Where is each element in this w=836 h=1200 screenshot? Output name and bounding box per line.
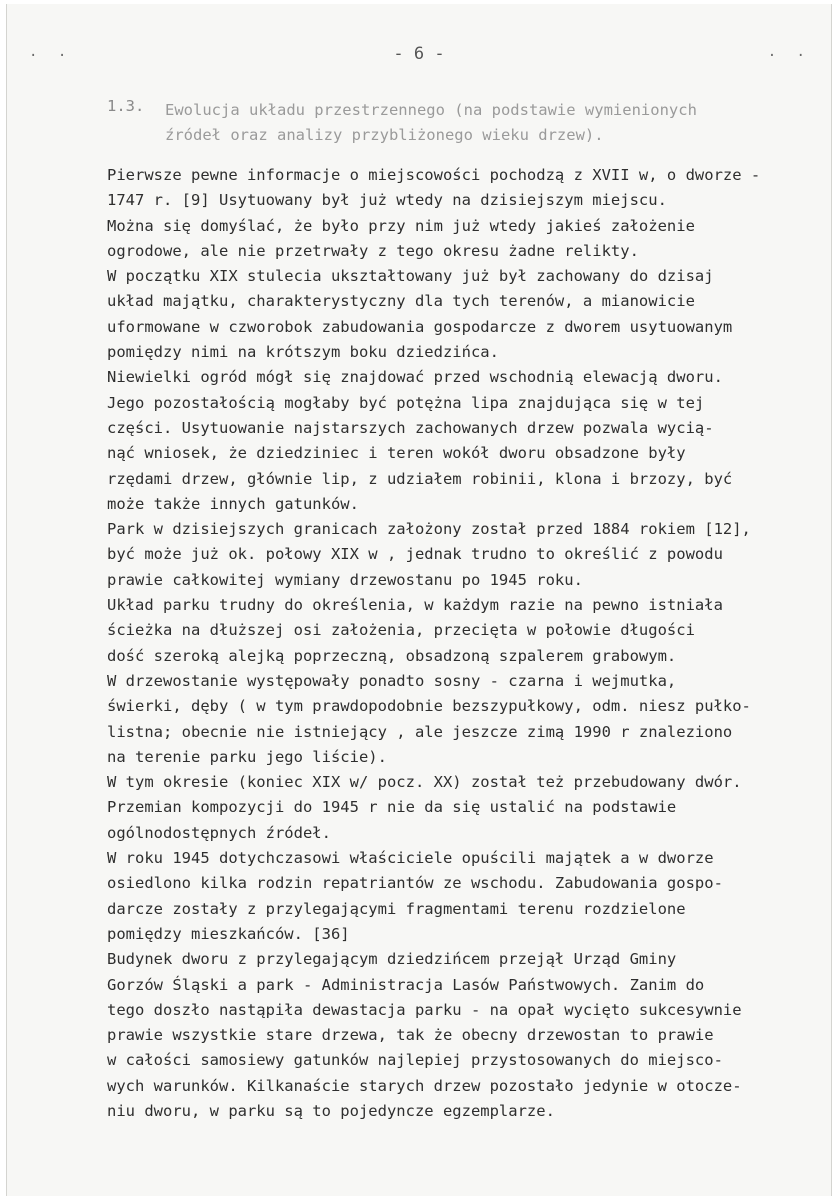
body-line: świerki, dęby ( w tym prawdopodobnie bezszypułkowy, odm. niesz pułko- [107,697,751,716]
body-line: listna; obecnie nie istniejący , ale jeszcze zimą 1990 r znaleziono [107,722,733,741]
body-line: ogólnodostępnych źródeł. [107,823,331,842]
body-line: rzędami drzew, głównie lip, z udziałem robinii, klona i brzozy, być [107,469,733,488]
body-line: osiedlono kilka rodzin repatriantów ze wschodu. Zabudowania gospo- [107,874,723,893]
body-line: nąć wniosek, że dziedziniec i teren wokół dworu obsadzone były [107,444,686,463]
body-line: prawie wszystkie stare drzewa, tak że obecny drzewostan to prawie [107,1026,714,1045]
body-line: 1747 r. [9] Usytuowany był już wtedy na dzisiejszym miejscu. [107,191,667,210]
section-title [165,97,785,148]
body-line: uformowane w czworobok zabudowania gospodarcze z dworem usytuowanym [107,317,733,336]
body-line: pomiędzy nimi na krótszym boku dziedzińca. [107,343,499,362]
body-line: ogrodowe, ale nie przetrwały z tego okresu żadne relikty. [107,241,639,260]
body-line: być może już ok. połowy XIX w , jednak trudno to określić z powodu [107,545,723,564]
body-line: Układ parku trudny do określenia, w każdym razie na pewno istniała [107,596,723,615]
body-text [107,163,807,1124]
scan-mark-left: . . [29,44,73,60]
body-line: Niewielki ogród mógł się znajdować przed wschodnią elewacją dworu. [107,368,723,387]
body-line: W drzewostanie występowały ponadto sosny - czarna i wejmutka, [107,671,677,690]
body-line: darcze zostały z przylegającymi fragmentami terenu rozdzielone [107,899,686,918]
section-title-line: źródeł oraz analizy przybliżonego wieku drzew). [165,126,604,145]
body-line: układ majątku, charakterystyczny dla tych terenów, a mianowicie [107,292,695,311]
body-line: wych warunków. Kilkanaście starych drzew pozostało jedynie w otocze- [107,1076,742,1095]
page-number: - 6 - [393,44,445,64]
body-line: tego doszło nastąpiła dewastacja parku - na opał wycięto sukcesywnie [107,1000,742,1019]
body-line: części. Usytuowanie najstarszych zachowanych drzew pozwala wycią- [107,418,714,437]
body-line: Jego pozostałością mogłaby być potężna lipa znajdująca się w tej [107,393,705,412]
body-line: Przemian kompozycji do 1945 r nie da się ustalić na podstawie [107,798,677,817]
body-line: W tym okresie (koniec XIX w/ pocz. XX) został też przebudowany dwór. [107,773,742,792]
section-number: 1.3. [107,97,145,115]
section-title-line: Ewolucja układu przestrzennego (na podstawie wymienionych [165,101,697,119]
body-line: na terenie parku jego liście). [107,747,387,766]
body-line: w całości samosiewy gatunków najlepiej przystosowanych do miejsco- [107,1051,723,1070]
body-line: Pierwsze pewne informacje o miejscowości pochodzą z XVII w, o dworze - [107,166,761,184]
body-line: W roku 1945 dotychczasowi właściciele opuścili majątek a w dworze [107,849,714,868]
body-line: pomiędzy mieszkańców. [36] [107,924,350,943]
body-line: Budynek dworu z przylegającym dziedzińcem przejął Urząd Gminy [107,950,677,969]
body-line: W początku XIX stulecia ukształtowany już był zachowany do dzisaj [107,267,714,286]
body-line: ścieżka na dłuższej osi założenia, przecięta w połowie długości [107,621,695,640]
body-line: Można się domyślać, że było przy nim już wtedy jakieś założenie [107,216,695,235]
body-line: Gorzów Śląski a park - Administracja Lasów Państwowych. Zanim do [107,975,705,994]
scan-mark-right: . . [767,44,811,60]
document-page [6,4,832,1196]
body-line: dość szeroką alejką poprzeczną, obsadzoną szpalerem grabowym. [107,646,677,665]
body-line: może także innych gatunków. [107,494,359,513]
body-line: niu dworu, w parku są to pojedyncze egzemplarze. [107,1101,555,1120]
body-line: prawie całkowitej wymiany drzewostanu po 1945 roku. [107,570,583,589]
body-line: Park w dzisiejszych granicach założony został przed 1884 rokiem [12], [107,520,751,539]
